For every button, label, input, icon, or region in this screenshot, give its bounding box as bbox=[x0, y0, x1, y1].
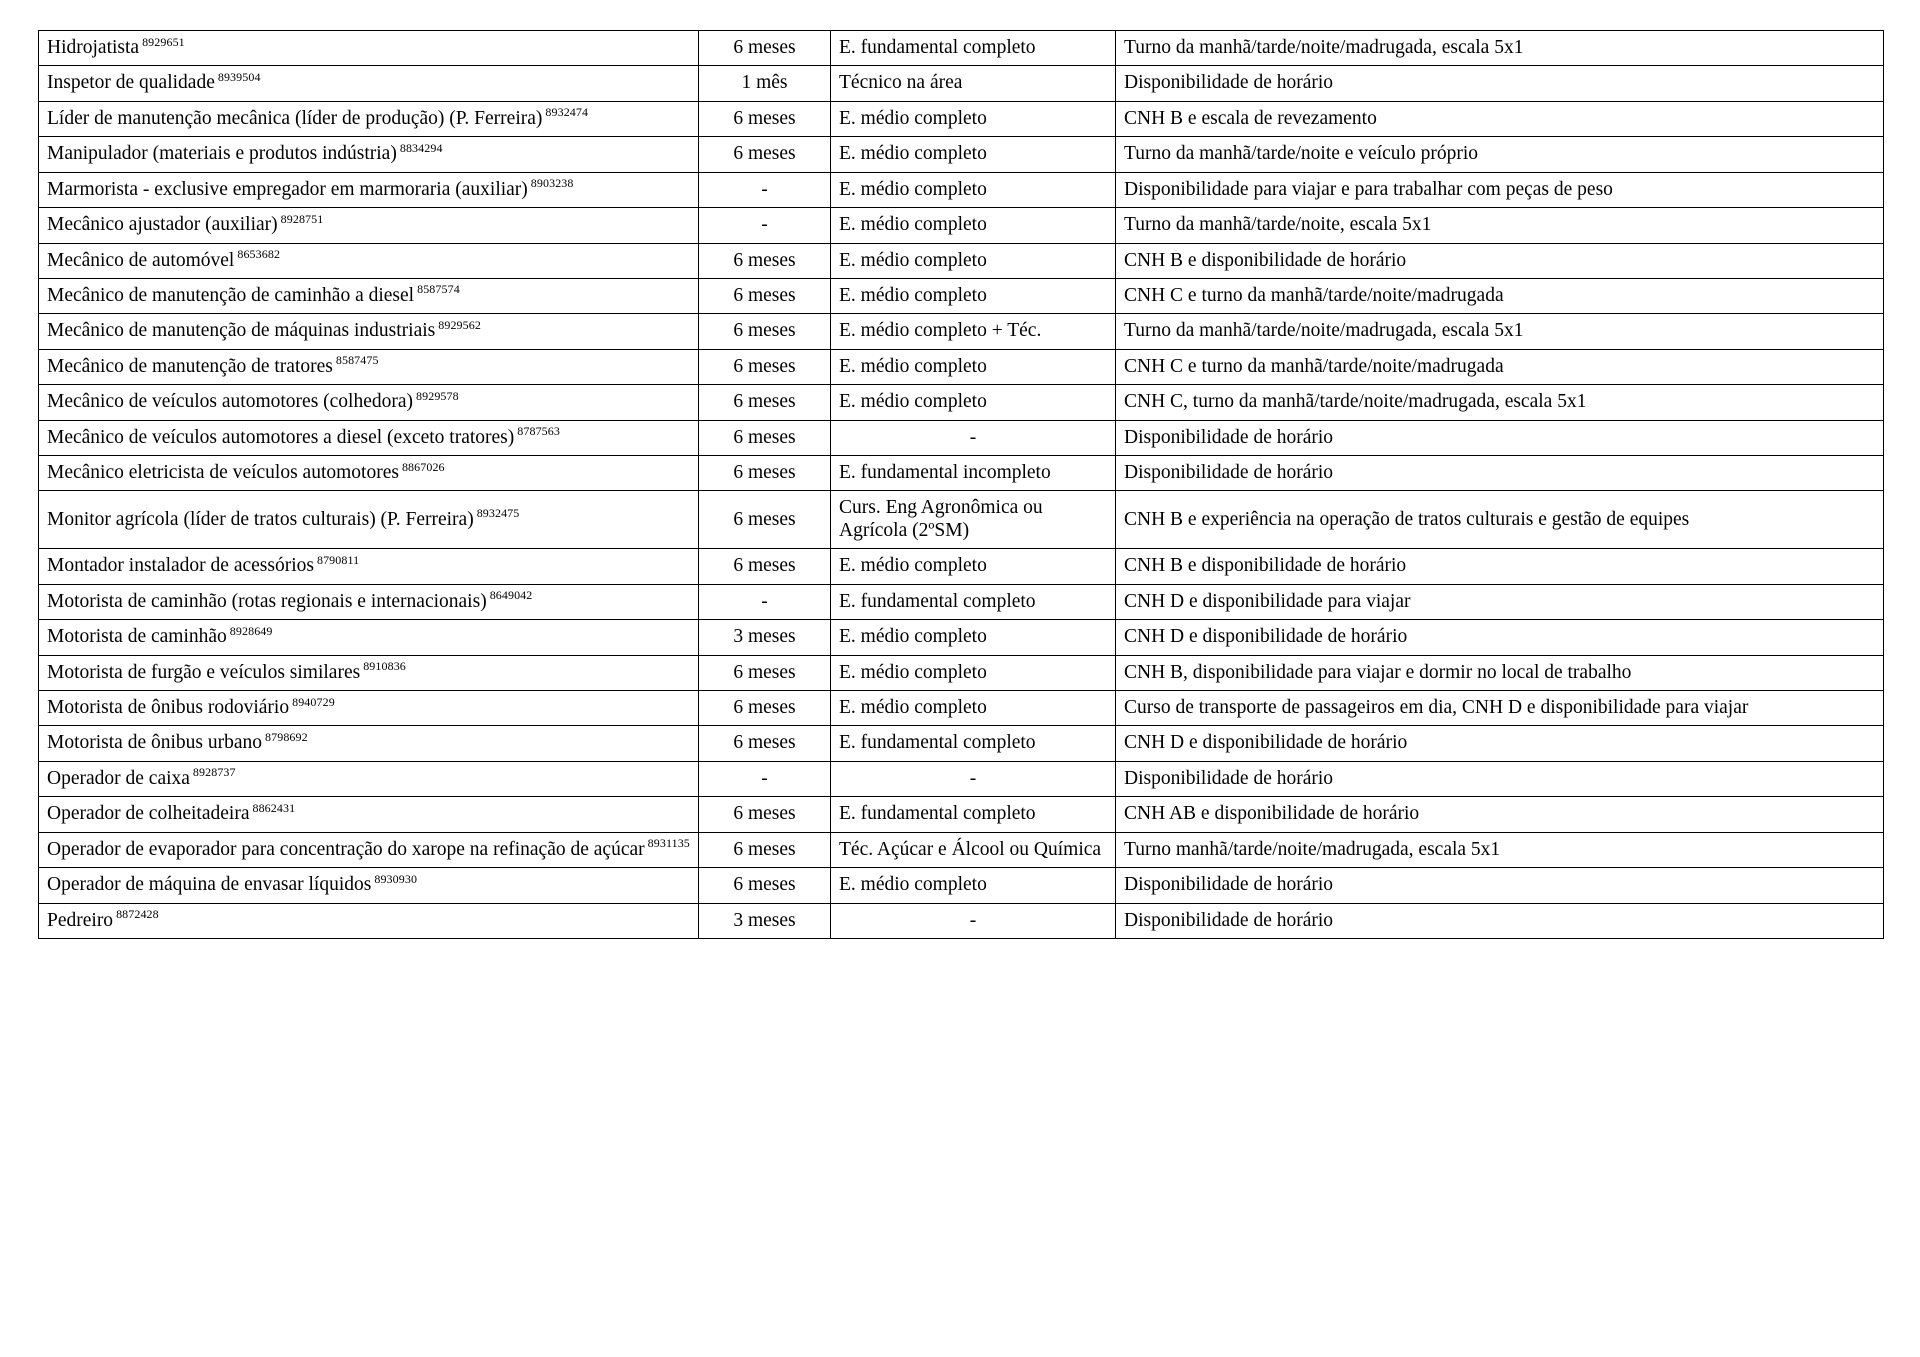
experience-cell: 3 meses bbox=[699, 903, 831, 938]
occupation-label: Montador instalador de acessórios bbox=[47, 555, 314, 577]
education-cell: - bbox=[831, 903, 1116, 938]
occupation-code: 8929562 bbox=[438, 317, 481, 332]
requirements-cell: CNH C e turno da manhã/tarde/noite/madrugada bbox=[1116, 349, 1884, 384]
table-row bbox=[39, 243, 1884, 278]
occupation-label: Operador de evaporador para concentração do xarope na refinação de açúcar bbox=[47, 838, 645, 860]
occupation-cell bbox=[39, 314, 699, 349]
occupation-label: Mecânico de manutenção de caminhão a diesel bbox=[47, 284, 415, 306]
table-row bbox=[39, 549, 1884, 584]
education-cell: E. fundamental completo bbox=[831, 584, 1116, 619]
occupation-label: Mecânico de manutenção de tratores bbox=[47, 355, 333, 377]
requirements-cell: Disponibilidade de horário bbox=[1116, 761, 1884, 796]
job-vacancies-table bbox=[38, 30, 1884, 939]
table-row bbox=[39, 691, 1884, 726]
occupation-cell bbox=[39, 868, 699, 903]
occupation-code: 8928737 bbox=[192, 765, 236, 780]
table-row bbox=[39, 385, 1884, 420]
table-body bbox=[39, 31, 1884, 939]
occupation-label: Motorista de caminhão bbox=[47, 626, 227, 648]
education-cell: - bbox=[831, 420, 1116, 455]
requirements-cell: Disponibilidade de horário bbox=[1116, 868, 1884, 903]
requirements-cell: CNH B e disponibilidade de horário bbox=[1116, 549, 1884, 584]
table-row bbox=[39, 868, 1884, 903]
requirements-cell: Disponibilidade para viajar e para trabalhar com peças de peso bbox=[1116, 172, 1884, 207]
experience-cell: 3 meses bbox=[699, 620, 831, 655]
occupation-code: 8867026 bbox=[401, 459, 445, 474]
occupation-label: Inspetor de qualidade bbox=[47, 72, 215, 94]
requirements-cell: Turno da manhã/tarde/noite e veículo próprio bbox=[1116, 137, 1884, 172]
occupation-code: 8834294 bbox=[399, 140, 443, 155]
experience-cell: 6 meses bbox=[699, 491, 831, 549]
table-row bbox=[39, 208, 1884, 243]
experience-cell: - bbox=[699, 584, 831, 619]
occupation-cell bbox=[39, 137, 699, 172]
experience-cell: 6 meses bbox=[699, 726, 831, 761]
occupation-cell bbox=[39, 620, 699, 655]
occupation-code: 8940729 bbox=[292, 694, 335, 709]
occupation-code: 8910836 bbox=[363, 659, 406, 674]
requirements-cell: Turno da manhã/tarde/noite/madrugada, escala 5x1 bbox=[1116, 314, 1884, 349]
education-cell: Técnico na área bbox=[831, 66, 1116, 101]
experience-cell: 6 meses bbox=[699, 832, 831, 867]
education-cell: E. médio completo bbox=[831, 868, 1116, 903]
occupation-label: Marmorista - exclusive empregador em marmoraria (auxiliar) bbox=[47, 178, 528, 200]
table-row bbox=[39, 66, 1884, 101]
requirements-cell: CNH B e escala de revezamento bbox=[1116, 101, 1884, 136]
requirements-cell: Disponibilidade de horário bbox=[1116, 420, 1884, 455]
experience-cell: 6 meses bbox=[699, 278, 831, 313]
occupation-code: 8903238 bbox=[530, 176, 574, 191]
occupation-label: Mecânico de automóvel bbox=[47, 249, 235, 271]
occupation-cell bbox=[39, 208, 699, 243]
table-row bbox=[39, 31, 1884, 66]
experience-cell: 6 meses bbox=[699, 31, 831, 66]
occupation-code: 8872428 bbox=[116, 907, 159, 922]
experience-cell: 6 meses bbox=[699, 385, 831, 420]
table-row bbox=[39, 137, 1884, 172]
education-cell: E. médio completo bbox=[831, 691, 1116, 726]
table-row bbox=[39, 420, 1884, 455]
occupation-code: 8939504 bbox=[217, 69, 261, 84]
requirements-cell: CNH D e disponibilidade para viajar bbox=[1116, 584, 1884, 619]
occupation-label: Mecânico de veículos automotores (colhedora) bbox=[47, 391, 414, 413]
occupation-cell bbox=[39, 420, 699, 455]
experience-cell: 6 meses bbox=[699, 549, 831, 584]
requirements-cell: Turno da manhã/tarde/noite, escala 5x1 bbox=[1116, 208, 1884, 243]
requirements-cell: CNH C, turno da manhã/tarde/noite/madrugada, escala 5x1 bbox=[1116, 385, 1884, 420]
occupation-code: 8928751 bbox=[280, 211, 324, 226]
experience-cell: 6 meses bbox=[699, 101, 831, 136]
table-row bbox=[39, 655, 1884, 690]
occupation-code: 8932474 bbox=[545, 105, 589, 120]
experience-cell: 6 meses bbox=[699, 349, 831, 384]
occupation-label: Motorista de caminhão (rotas regionais e internacionais) bbox=[47, 590, 487, 612]
occupation-label: Operador de máquina de envasar líquidos bbox=[47, 874, 372, 896]
occupation-label: Hidrojatista bbox=[47, 37, 140, 58]
education-cell: E. médio completo bbox=[831, 101, 1116, 136]
table-row bbox=[39, 456, 1884, 491]
requirements-cell: CNH B e experiência na operação de tratos culturais e gestão de equipes bbox=[1116, 491, 1884, 549]
experience-cell: 6 meses bbox=[699, 797, 831, 832]
occupation-label: Operador de colheitadeira bbox=[47, 803, 250, 825]
experience-cell: 6 meses bbox=[699, 420, 831, 455]
occupation-code: 8931135 bbox=[647, 836, 690, 851]
occupation-cell bbox=[39, 903, 699, 938]
requirements-cell: CNH D e disponibilidade de horário bbox=[1116, 726, 1884, 761]
experience-cell: - bbox=[699, 208, 831, 243]
requirements-cell: CNH B e disponibilidade de horário bbox=[1116, 243, 1884, 278]
occupation-label: Mecânico de veículos automotores a diesel (exceto tratores) bbox=[47, 426, 515, 448]
experience-cell: 6 meses bbox=[699, 655, 831, 690]
education-cell: E. médio completo bbox=[831, 172, 1116, 207]
occupation-label: Mecânico ajustador (auxiliar) bbox=[47, 214, 278, 236]
occupation-cell bbox=[39, 797, 699, 832]
table-row bbox=[39, 620, 1884, 655]
occupation-cell bbox=[39, 491, 699, 549]
table-row bbox=[39, 101, 1884, 136]
occupation-label: Motorista de furgão e veículos similares bbox=[47, 661, 361, 683]
education-cell: E. médio completo bbox=[831, 137, 1116, 172]
occupation-code: 8790811 bbox=[316, 552, 360, 567]
experience-cell: - bbox=[699, 761, 831, 796]
table-row bbox=[39, 832, 1884, 867]
occupation-label: Operador de caixa bbox=[47, 767, 190, 789]
occupation-cell bbox=[39, 726, 699, 761]
education-cell: E. médio completo bbox=[831, 243, 1116, 278]
occupation-cell bbox=[39, 691, 699, 726]
education-cell: E. fundamental completo bbox=[831, 726, 1116, 761]
occupation-label: Manipulador (materiais e produtos indústria) bbox=[47, 143, 397, 165]
occupation-cell bbox=[39, 349, 699, 384]
experience-cell: 6 meses bbox=[699, 137, 831, 172]
table-row bbox=[39, 584, 1884, 619]
table-row bbox=[39, 172, 1884, 207]
occupation-cell bbox=[39, 31, 699, 66]
requirements-cell: CNH B, disponibilidade para viajar e dormir no local de trabalho bbox=[1116, 655, 1884, 690]
requirements-cell: Curso de transporte de passageiros em dia, CNH D e disponibilidade para viajar bbox=[1116, 691, 1884, 726]
occupation-cell bbox=[39, 832, 699, 867]
occupation-cell bbox=[39, 456, 699, 491]
occupation-code: 8862431 bbox=[252, 800, 296, 815]
occupation-cell bbox=[39, 549, 699, 584]
occupation-label: Mecânico eletricista de veículos automotores bbox=[47, 462, 399, 484]
occupation-code: 8787563 bbox=[517, 424, 560, 439]
requirements-cell: Disponibilidade de horário bbox=[1116, 456, 1884, 491]
occupation-label: Monitor agrícola (líder de tratos culturais) (P. Ferreira) bbox=[47, 508, 474, 530]
experience-cell: 1 mês bbox=[699, 66, 831, 101]
education-cell: E. médio completo bbox=[831, 208, 1116, 243]
occupation-cell bbox=[39, 101, 699, 136]
occupation-label: Líder de manutenção mecânica (líder de produção) (P. Ferreira) bbox=[47, 107, 543, 129]
experience-cell: 6 meses bbox=[699, 456, 831, 491]
education-cell: Curs. Eng Agronômica ou Agrícola (2ºSM) bbox=[831, 491, 1116, 549]
occupation-code: 8587574 bbox=[417, 282, 460, 297]
occupation-label: Pedreiro bbox=[47, 909, 114, 931]
occupation-code: 8932475 bbox=[476, 506, 520, 521]
occupation-code: 8928649 bbox=[229, 623, 273, 638]
experience-cell: 6 meses bbox=[699, 868, 831, 903]
education-cell: - bbox=[831, 761, 1116, 796]
occupation-cell bbox=[39, 761, 699, 796]
requirements-cell: CNH D e disponibilidade de horário bbox=[1116, 620, 1884, 655]
table-row bbox=[39, 278, 1884, 313]
occupation-code: 8587475 bbox=[335, 353, 379, 368]
education-cell: E. médio completo + Téc. bbox=[831, 314, 1116, 349]
education-cell: E. médio completo bbox=[831, 278, 1116, 313]
education-cell: E. fundamental completo bbox=[831, 797, 1116, 832]
education-cell: E. fundamental completo bbox=[831, 31, 1116, 66]
table-row bbox=[39, 314, 1884, 349]
occupation-code: 8929651 bbox=[142, 34, 185, 49]
experience-cell: 6 meses bbox=[699, 314, 831, 349]
requirements-cell: Turno da manhã/tarde/noite/madrugada, escala 5x1 bbox=[1116, 31, 1884, 66]
occupation-cell bbox=[39, 385, 699, 420]
education-cell: E. médio completo bbox=[831, 549, 1116, 584]
requirements-cell: Turno manhã/tarde/noite/madrugada, escala 5x1 bbox=[1116, 832, 1884, 867]
table-row bbox=[39, 797, 1884, 832]
occupation-code: 8649042 bbox=[489, 588, 533, 603]
education-cell: Téc. Açúcar e Álcool ou Química bbox=[831, 832, 1116, 867]
requirements-cell: Disponibilidade de horário bbox=[1116, 903, 1884, 938]
occupation-cell bbox=[39, 278, 699, 313]
occupation-code: 8929578 bbox=[416, 388, 459, 403]
experience-cell: - bbox=[699, 172, 831, 207]
occupation-cell bbox=[39, 66, 699, 101]
occupation-label: Motorista de ônibus urbano bbox=[47, 732, 263, 754]
education-cell: E. médio completo bbox=[831, 385, 1116, 420]
occupation-code: 8653682 bbox=[237, 247, 281, 262]
table-row bbox=[39, 491, 1884, 549]
table-row bbox=[39, 349, 1884, 384]
education-cell: E. médio completo bbox=[831, 620, 1116, 655]
table-row bbox=[39, 903, 1884, 938]
occupation-code: 8930930 bbox=[374, 871, 418, 886]
requirements-cell: Disponibilidade de horário bbox=[1116, 66, 1884, 101]
experience-cell: 6 meses bbox=[699, 243, 831, 278]
occupation-cell bbox=[39, 584, 699, 619]
education-cell: E. fundamental incompleto bbox=[831, 456, 1116, 491]
occupation-cell bbox=[39, 655, 699, 690]
education-cell: E. médio completo bbox=[831, 655, 1116, 690]
requirements-cell: CNH AB e disponibilidade de horário bbox=[1116, 797, 1884, 832]
table-row bbox=[39, 726, 1884, 761]
occupation-cell bbox=[39, 243, 699, 278]
occupation-code: 8798692 bbox=[265, 729, 308, 744]
experience-cell: 6 meses bbox=[699, 691, 831, 726]
education-cell: E. médio completo bbox=[831, 349, 1116, 384]
occupation-label: Mecânico de manutenção de máquinas industriais bbox=[47, 320, 436, 342]
table-row bbox=[39, 761, 1884, 796]
occupation-label: Motorista de ônibus rodoviário bbox=[47, 697, 290, 719]
requirements-cell: CNH C e turno da manhã/tarde/noite/madrugada bbox=[1116, 278, 1884, 313]
occupation-cell bbox=[39, 172, 699, 207]
